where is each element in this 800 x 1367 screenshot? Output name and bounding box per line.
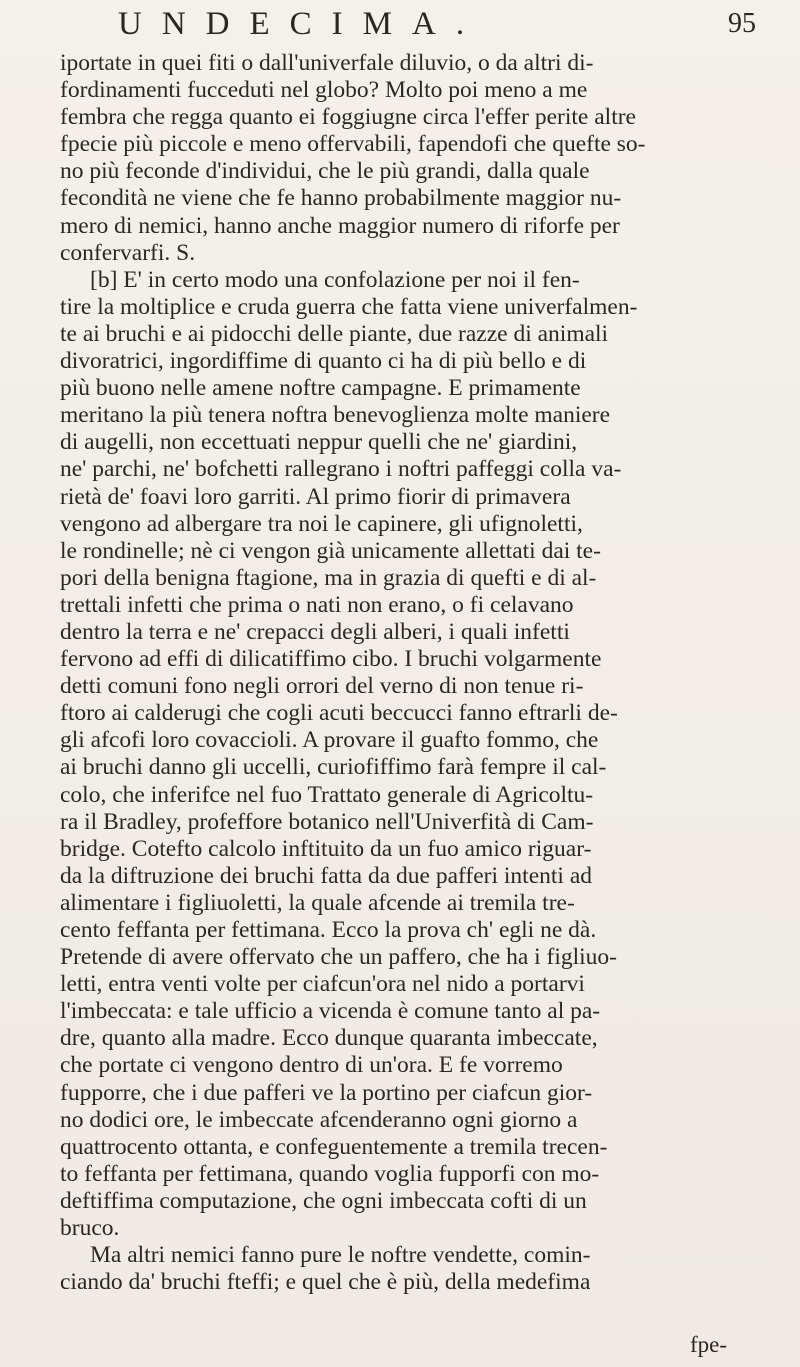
text-line: cento feffanta per fettimana. Ecco la prova ch' egli ne dà. [60, 917, 597, 943]
text-line: Pretende di avere offervato che un paffero, che ha i figliuo- [60, 944, 618, 971]
text-line: detti comuni fono negli orrori del verno di non tenue ri- [60, 673, 584, 700]
text-line: le rondinelle; nè ci vengon già unicamente allettati dai te- [60, 537, 601, 564]
text-line: l'imbeccata: e tale ufficio a vicenda è comune tanto al pa- [60, 998, 601, 1025]
text-line: colo, che inferifce nel fuo Trattato generale di Agricoltu- [60, 781, 594, 808]
text-line: tire la moltiplice e cruda guerra che fatta viene univerfalmen- [60, 293, 638, 320]
text-line: trettali infetti che prima o nati non erano, o fi celavano [60, 591, 574, 618]
text-line: alimentare i figliuoletti, la quale afcende ai tremila tre- [60, 889, 575, 916]
text-line: fecondità ne viene che fe hanno probabilmente maggior nu- [60, 185, 622, 212]
catchword: fpe- [690, 1332, 728, 1357]
running-head: UNDECIMA. [118, 6, 485, 42]
text-line: pori della benigna ftagione, ma in grazia di quefti e di al- [60, 564, 597, 591]
text-line: iportate in quei fiti o dall'univerfale diluvio, o da altri di- [60, 50, 594, 76]
text-line: fordinamenti fucceduti nel globo? Molto poi meno a me [60, 77, 588, 104]
text-line: fupporre, che i due pafferi ve la portino per ciafcun gior- [60, 1079, 593, 1106]
text-line: no più feconde d'individui, che le più grandi, dalla quale [60, 158, 590, 185]
text-line: bruco. [60, 1215, 120, 1242]
text-line: rietà de' foavi loro garriti. Al primo fiorir di primavera [60, 483, 571, 510]
text-line: letti, entra venti volte per ciafcun'ora nel nido a portarvi [60, 971, 585, 998]
text-line: meritano la più tenera noftra benevoglienza molte maniere [60, 402, 611, 429]
text-line: ra il Bradley, profeffore botanico nell'Univerfità di Cam- [60, 808, 594, 835]
text-line: quattrocento ottanta, e confeguentemente a tremila trecen- [60, 1133, 608, 1160]
text-line: da la diftruzione dei bruchi fatta da due pafferi intenti ad [60, 862, 593, 889]
text-line: fembra che regga quanto ei foggiugne circa l'effer perite altre [60, 104, 636, 131]
footnote-start-line: [b] E' in certo modo una confolazione per noi il fen- [90, 266, 580, 293]
text-line: gli afcofi loro covaccioli. A provare il guafto fommo, che [60, 727, 599, 754]
text-line: fpecie più piccole e meno offervabili, fapendofi che quefte so- [60, 131, 646, 158]
page-header [0, 6, 800, 50]
text-line: deftiffima computazione, che ogni imbeccata cofti di un [60, 1187, 587, 1214]
text-line: to feffanta per fettimana, quando voglia fupporfi con mo- [60, 1160, 600, 1187]
text-line: ne' parchi, ne' bofchetti rallegrano i noftri paffeggi colla va- [60, 456, 622, 483]
paragraph-start-line: Ma altri nemici fanno pure le noftre vendette, comin- [90, 1242, 591, 1269]
text-line: dre, quanto alla madre. Ecco dunque quaranta imbeccate, [60, 1025, 598, 1052]
text-line: ftoro ai calderugi che cogli acuti beccucci fanno eftrarli de- [60, 700, 618, 727]
text-line: che portate ci vengono dentro di un'ora. E fe vorremo [60, 1052, 563, 1079]
text-line: te ai bruchi e ai pidocchi delle piante, due razze di animali [60, 320, 609, 347]
text-line: ai bruchi danno gli uccelli, curiofiffimo farà fempre il cal- [60, 754, 607, 781]
text-line: mero di nemici, hanno anche maggior numero di riforfe per [60, 212, 620, 239]
text-line: più buono nelle amene noftre campagne. E primamente [60, 375, 581, 402]
body-text [60, 50, 760, 1296]
page-number: 95 [728, 8, 756, 39]
text-line: confervarfi. S. [60, 239, 196, 266]
text-line: divoratrici, ingordiffime di quanto ci ha di più bello e di [60, 348, 587, 375]
text-line: no dodici ore, le imbeccate afcenderanno ogni giorno a [60, 1106, 578, 1133]
text-line: di augelli, non eccettuati neppur quelli che ne' giardini, [60, 429, 578, 456]
text-line: bridge. Cotefto calcolo inftituito da un fuo amico riguar- [60, 835, 592, 862]
text-line: ciando da' bruchi fteffi; e quel che è più, della medefima [60, 1269, 591, 1296]
text-line: dentro la terra e ne' crepacci degli alberi, i quali infetti [60, 618, 570, 645]
text-line: fervono ad effi di dilicatiffimo cibo. I bruchi volgarmente [60, 646, 602, 673]
text-line: vengono ad albergare tra noi le capinere, gli ufignoletti, [60, 510, 583, 537]
